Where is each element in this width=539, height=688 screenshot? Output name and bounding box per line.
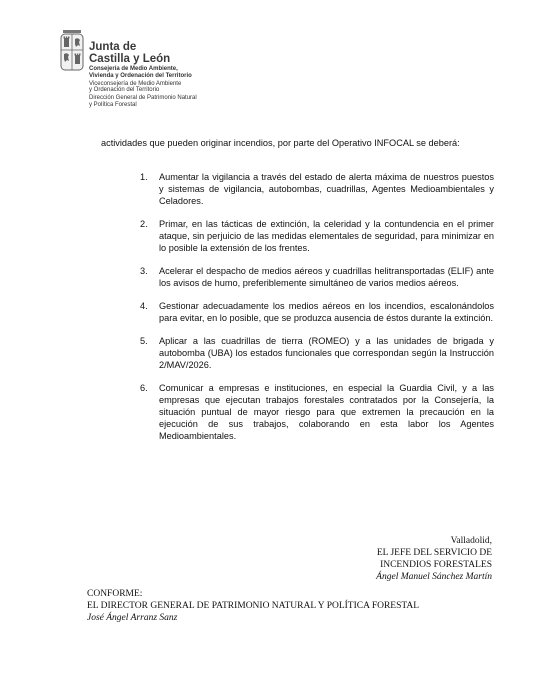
signature-name: Ángel Manuel Sánchez Martín [376,572,492,582]
conforme-name: José Ángel Arranz Sanz [87,613,178,623]
direccion-general-line-2: y Política Forestal [89,101,137,108]
conforme-block [87,588,419,624]
item-text: Comunicar a empresas e instituciones, en especial la Guardia Civil, y a las empresas que ejecutan trabajos forestales contratados por la Consejería, la situación puntual de mayor riesgo para que extremen la precaución en la ejecución de sus trabajos, colaborando en esta labor los Agentes Medioambientales. [159,383,494,441]
letterhead [60,30,260,114]
viceconsejeria-line-1: Viceconsejería de Medio Ambiente [89,80,182,87]
conforme-label: CONFORME: [87,589,143,599]
item-number: 5. [140,336,148,346]
direccion-general-line-1: Dirección General de Patrimonio Natural [89,95,197,102]
org-name-line-1: Junta de [89,41,137,53]
coat-of-arms-icon [60,30,84,74]
item-number: 4. [140,301,148,311]
list-item [132,382,494,442]
consejeria-line-2: Vivienda y Ordenación del Territorio [89,72,192,79]
measures-list [132,171,494,453]
list-item [132,300,494,324]
item-number: 1. [140,172,148,182]
viceconsejeria-line-2: y Ordenación del Territorio [89,87,160,94]
org-name-line-2: Castilla y León [89,53,171,65]
list-item [132,171,494,207]
item-text: Acelerar el despacho de medios aéreos y cuadrillas helitransportadas (ELIF) ante los avisos de humo, preferiblemente simultáneo de varios medios aéreos. [159,266,494,288]
list-item [132,335,494,371]
item-text: Gestionar adecuadamente los medios aéreos en los incendios, escalonándolos para evitar, en lo posible, que se produzca ausencia de éstos durante la extinción. [159,301,494,323]
item-number: 3. [140,266,148,276]
list-item [132,265,494,289]
department-lines [89,66,269,109]
item-text: Aumentar la vigilancia a través del estado de alerta máxima de nuestros puestos y sistemas de vigilancia, autobombas, cuadrillas, Agentes Medioambientales y Celadores. [159,172,494,206]
consejeria-line-1: Consejería de Medio Ambiente, [89,66,178,72]
signature-title-line-1: EL JEFE DEL SERVICIO DE [376,548,492,558]
list-item [132,218,494,254]
organization-name [89,41,170,65]
signature-block [376,535,492,583]
conforme-title: EL DIRECTOR GENERAL DE PATRIMONIO NATURAL Y POLÍTICA FORESTAL [87,601,420,611]
signature-place: Valladolid, [450,536,492,546]
signature-title-line-2: INCENDIOS FORESTALES [380,560,492,570]
intro-paragraph: actividades que pueden originar incendios, por parte del Operativo INFOCAL se deberá: [101,138,460,148]
item-number: 6. [140,383,148,393]
item-text: Primar, en las tácticas de extinción, la celeridad y la contundencia en el primer ataque, sin perjuicio de las medidas elementales de seguridad, para minimizar en lo posible la extensión de los frentes. [159,219,494,253]
item-number: 2. [140,219,148,229]
item-text: Aplicar a las cuadrillas de tierra (ROMEO) y a las unidades de brigada y autobomba (UBA) los estados funcionales que correspondan según la Instrucción 2/MAV/2026. [159,336,494,370]
